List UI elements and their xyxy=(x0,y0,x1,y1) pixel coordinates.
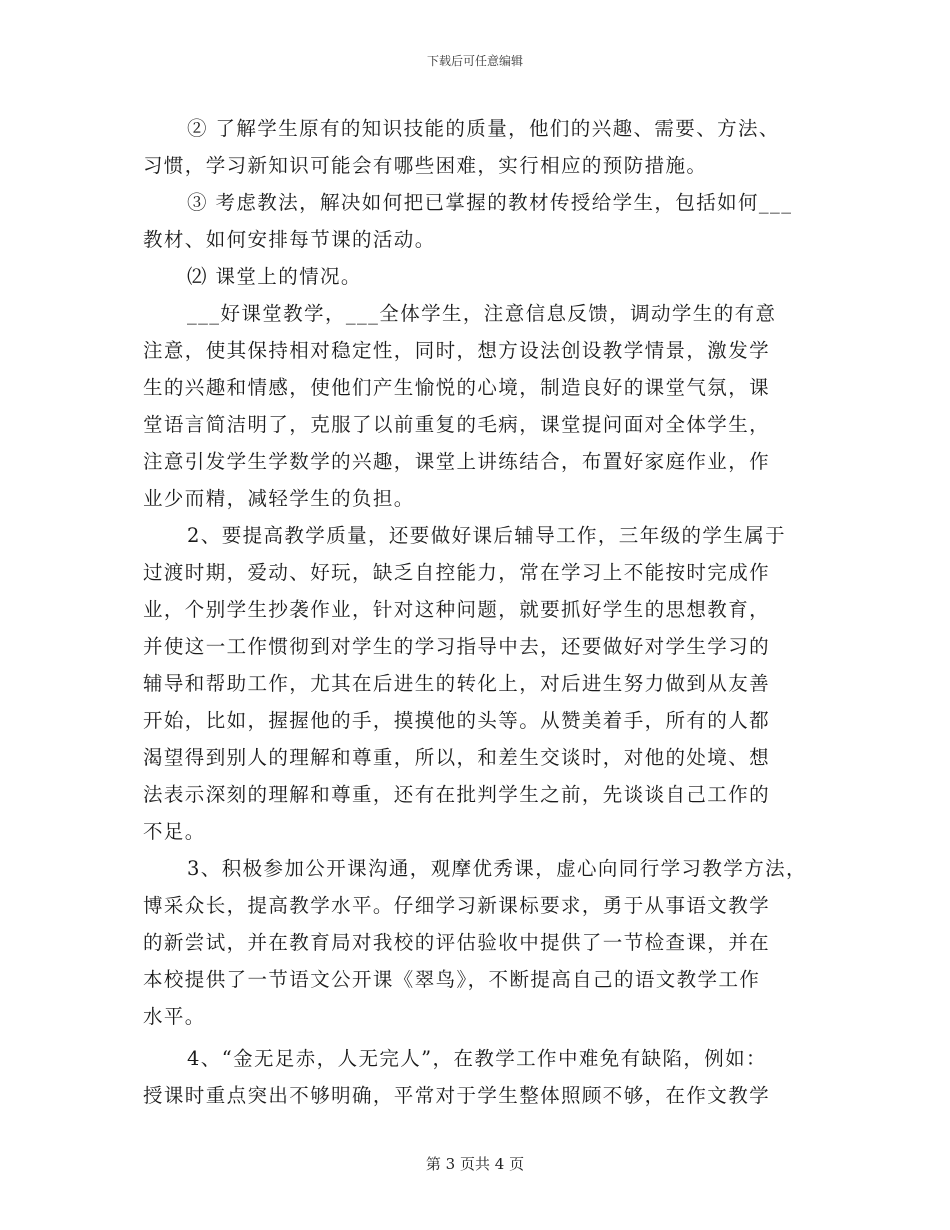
text-line: 授课时重点突出不够明确，平常对于学生整体照顾不够，在作文教学 xyxy=(143,1084,771,1107)
text-line: 2、要提高教学质量，还要做好课后辅导工作，三年级的学生属于 xyxy=(187,524,787,547)
document-body xyxy=(143,110,823,1114)
text-line: 辅导和帮助工作，尤其在后进生的转化上，对后进生努力做到从友善 xyxy=(143,672,771,695)
text-line: 3、积极参加公开课沟通，观摩优秀课，虚心向同行学习教学方法， xyxy=(187,857,807,880)
text-line: 法表示深刻的理解和尊重，还有在批判学生之前，先谈谈自己工作的 xyxy=(143,783,771,806)
text-line: 注意引发学生学数学的兴趣，课堂上讲练结合，布置好家庭作业，作 xyxy=(143,450,771,473)
text-line: 生的兴趣和情感，使他们产生愉悦的心境，制造良好的课堂气氛，课 xyxy=(143,376,771,399)
text-line: 水平。 xyxy=(143,1005,206,1028)
text-line: 本校提供了一节语文公开课《翠鸟》，不断提高自己的语文教学工作 xyxy=(143,968,761,991)
text-line: ___好课堂教学，___全体学生，注意信息反馈，调动学生的有意 xyxy=(187,302,777,325)
text-line: 的新尝试，并在教育局对我校的评估验收中提供了一节检查课，并在 xyxy=(143,931,771,954)
section-heading: ⑵ 课堂上的情况。 xyxy=(187,265,362,288)
text-line: 不足。 xyxy=(143,820,206,843)
text-line: 业少而精，减轻学生的负担。 xyxy=(143,487,415,510)
text-line: 堂语言简洁明了，克服了以前重复的毛病，课堂提问面对全体学生， xyxy=(143,413,771,436)
page-footer: 第 3 页共 4 页 xyxy=(425,1155,525,1173)
text-line: 4、“金无足赤，人无完人”，在教学工作中难免有缺陷，例如： xyxy=(187,1047,767,1070)
page-header: 下载后可任意编辑 xyxy=(426,54,523,68)
text-line: 开始，比如，握握他的手，摸摸他的头等。从赞美着手，所有的人都 xyxy=(143,709,771,732)
text-line: 博采众长，提高教学水平。仔细学习新课标要求，勇于从事语文教学 xyxy=(143,894,771,917)
text-line: 过渡时期，爱动、好玩，缺乏自控能力，常在学习上不能按时完成作 xyxy=(143,561,771,584)
text-line: 业，个别学生抄袭作业，针对这种问题，就要抓好学生的思想教育， xyxy=(143,598,771,621)
text-line: 渴望得到别人的理解和尊重，所以，和差生交谈时，对他的处境、想 xyxy=(143,746,771,769)
text-line: 习惯，学习新知识可能会有哪些困难，实行相应的预防措施。 xyxy=(143,154,708,177)
text-line: ② 了解学生原有的知识技能的质量，他们的兴趣、需要、方法、 xyxy=(187,117,780,140)
text-line: 注意，使其保持相对稳定性，同时，想方设法创设教学情景，激发学 xyxy=(143,339,771,362)
text-line: 并使这一工作惯彻到对学生的学习指导中去，还要做好对学生学习的 xyxy=(143,635,771,658)
text-line: 教材、如何安排每节课的活动。 xyxy=(143,228,436,251)
text-line: ③ 考虑教法，解决如何把已掌握的教材传授给学生，包括如何___ xyxy=(187,191,793,214)
